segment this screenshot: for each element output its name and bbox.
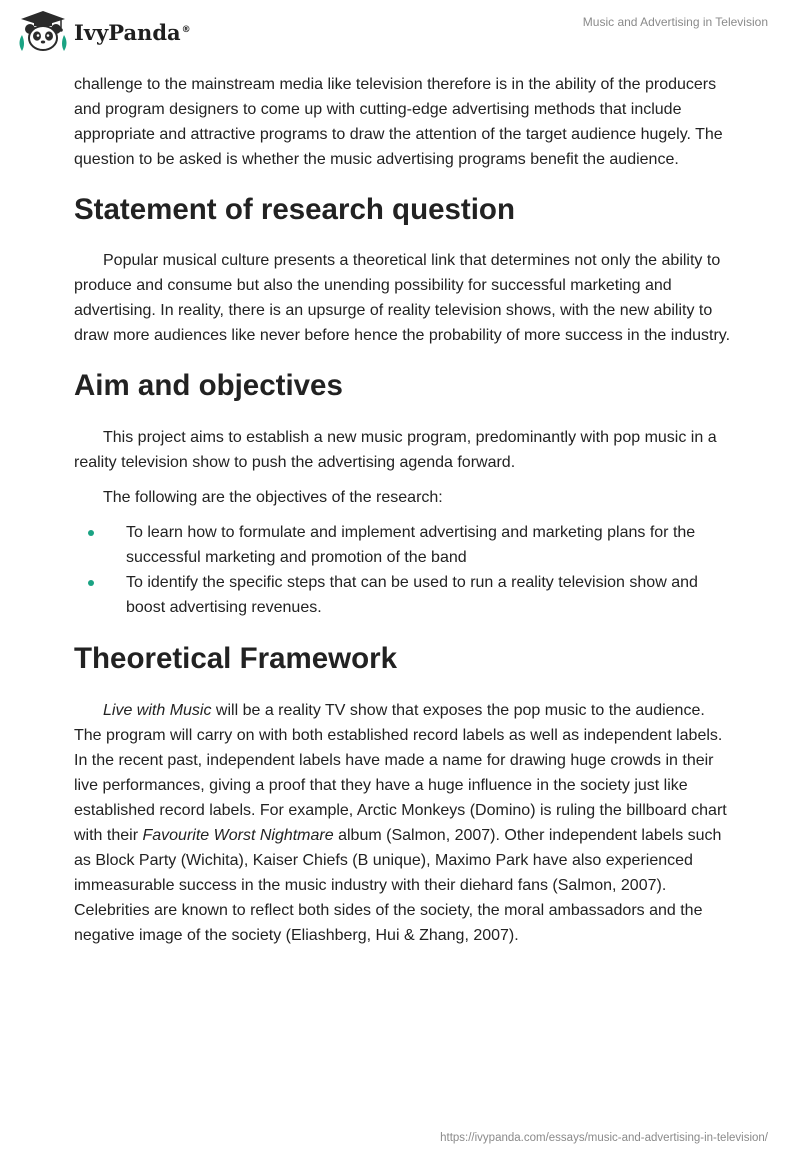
list-item xyxy=(74,520,734,570)
essay-content xyxy=(74,72,734,948)
framework-paragraph xyxy=(74,698,734,948)
source-url[interactable]: https://ivypanda.com/essays/music-and-advertising-in-television/ xyxy=(440,1132,768,1144)
objective-text: To learn how to formulate and implement advertising and marketing plans for the successful marketing and promotion of the band xyxy=(126,524,696,566)
running-title: Music and Advertising in Television xyxy=(582,15,768,29)
panda-graduate-icon xyxy=(14,9,70,53)
registered-mark: ® xyxy=(181,24,191,35)
bullet-icon xyxy=(88,580,94,586)
objective-text: To identify the specific steps that can be used to run a reality television show and boost advertising revenues. xyxy=(126,574,698,616)
page-header xyxy=(0,0,800,60)
list-item xyxy=(74,570,734,620)
objectives-intro-paragraph: The following are the objectives of the research: xyxy=(103,489,443,506)
show-title: Live with Music xyxy=(103,702,212,719)
heading-research-question: Statement of research question xyxy=(74,193,515,226)
intro-paragraph: challenge to the mainstream media like television therefore is in the ability of the producers and program designers to come up with cutting-edge advertising methods that include appropriate and attractive programs to draw the attention of the target audience hugely. The question to be asked is whether the music advertising programs benefit the audience. xyxy=(74,76,723,168)
brand-logo[interactable] xyxy=(14,9,191,53)
framework-text-part2: album (Salmon, 2007). Other independent labels such as Block Party (Wichita), Kaiser Chiefs (B unique), Maximo Park have also experienced immeasurable success in the music industry with their diehard fans (Salmon, 2007). Celebrities are known to reflect both sides of the society, the moral ambassadors and the negative image of the society (Eliashberg, Hui & Zhang, 2007). xyxy=(74,827,722,944)
heading-aim-objectives: Aim and objectives xyxy=(74,369,343,402)
bullet-icon xyxy=(88,530,94,536)
aim-paragraph: This project aims to establish a new music program, predominantly with pop music in a reality television show to push the advertising agenda forward. xyxy=(74,429,717,471)
framework-text-part1: will be a reality TV show that exposes the pop music to the audience. The program will carry on with both established record labels as well as independent labels. In the recent past, independent labels have made a name for drawing huge crowds in their live performances, giving a proof that they have a huge influence in the society just like established record labels. For example, Arctic Monkeys (Domino) is ruling the billboard chart with their xyxy=(74,702,727,844)
heading-theoretical-framework: Theoretical Framework xyxy=(74,642,397,675)
brand-name: IvyPanda® xyxy=(74,19,191,45)
objectives-list xyxy=(74,520,734,620)
album-title: Favourite Worst Nightmare xyxy=(142,827,334,844)
research-question-paragraph: Popular musical culture presents a theoretical link that determines not only the ability to produce and consume but also the unending possibility for successful marketing and advertising. In reality, there is an upsurge of reality television shows, with the new ability to draw more audiences like never before hence the probability of more success in the industry. xyxy=(74,252,731,344)
